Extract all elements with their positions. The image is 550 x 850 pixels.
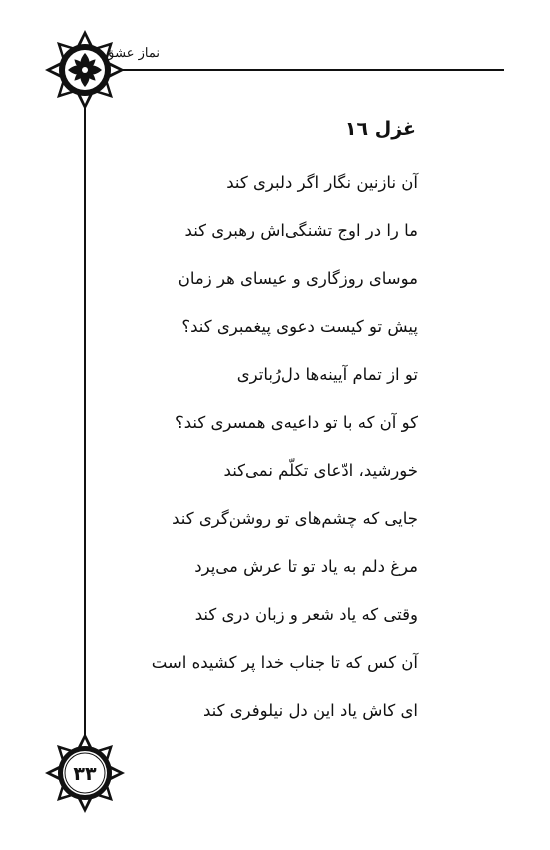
verse-line: وقتی که یاد شعر و زبان دری کند [194,605,418,624]
margin-rule [84,70,86,778]
couplet [118,652,418,722]
header-rule [86,69,504,71]
verse-line: خورشید، ادّعای تکلّم نمی‌کند [223,461,418,480]
poem-title: غزل ١٦ [344,118,416,140]
verse-line: آن کس که تا جناب خدا پر کشیده است [151,653,418,672]
verse-line: ما را در اوج تشنگی‌اش رهبری کند [184,221,418,240]
verse-line: مرغ دلم به یاد تو تا عرش می‌پرد [194,557,418,576]
poem-body [118,172,418,748]
verse-line: آن نازنین نگار اگر دلبری کند [226,173,418,192]
couplet [118,172,418,242]
page-number: ٣٣ [73,763,97,785]
verse-line: موسای روزگاری و عیسای هر زمان [177,269,418,288]
running-header-title: نماز عشق [104,46,160,61]
verse-line: جایی که چشم‌های تو روشن‌گری کند [172,509,418,528]
verse-line: پیش تو کیست دعوی پیغمبری کند؟ [181,317,418,336]
couplet [118,364,418,434]
verse-line: تو از تمام آیینه‌ها دل‌رُباتری [236,365,418,384]
verse-line: کو آن که با تو داعیه‌ی همسری کند؟ [175,413,418,432]
verse-line: ای کاش یاد این دل نیلوفری کند [203,701,418,720]
couplet [118,460,418,530]
couplet [118,268,418,338]
rosette-ornament-icon [43,28,127,112]
couplet [118,556,418,626]
